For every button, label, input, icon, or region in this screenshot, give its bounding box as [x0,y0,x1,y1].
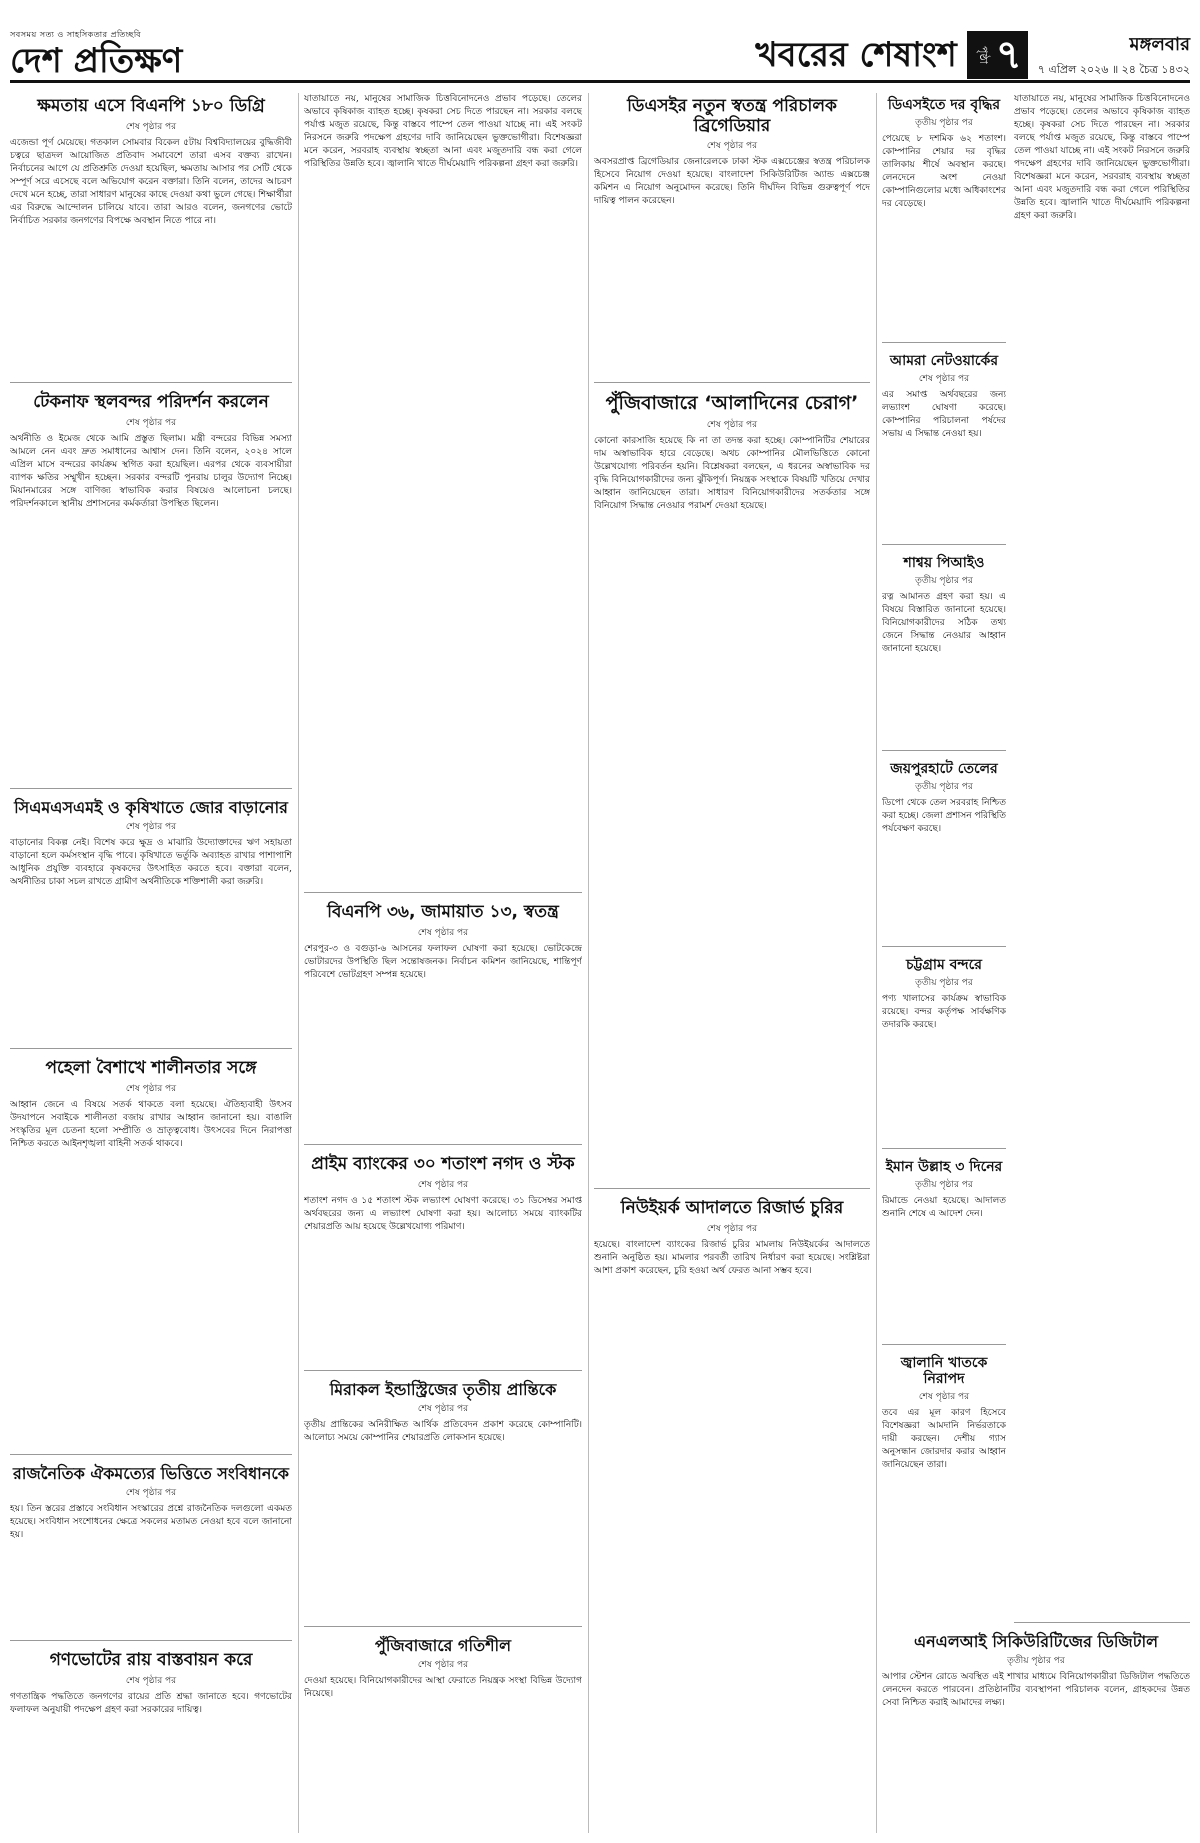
publication-date: ৭ এপ্রিল ২০২৬ ॥ ২৪ চৈত্র ১৪৩২ [1037,63,1190,76]
article-amra-network [882,349,1006,545]
headline: পহেলা বৈশাখে শালীনতার সঙ্গে [45,1058,257,1078]
article-body: ডিপো থেকে তেল সরবরাহ নিশ্চিত করা হচ্ছে। জেলা প্রশাসন পরিস্থিতি পর্যবেক্ষণ করছে। [882,798,1006,835]
headline: আমরা নেটওয়ার্কের [889,353,999,369]
publication-day: মঙ্গলবার [1129,34,1190,55]
continuation-note: তৃতীয় পৃষ্ঠার পর [915,576,973,587]
article-body: যাতায়াতে নয়, মানুষের সামাজিক চিত্তবিনোদনেও প্রভাব পড়েছে। তেলের অভাবে কৃষিকাজ ব্যাহত হচ্ছে। কৃষকরা সেচ দিতে পারছেন না। সরকার বলছে পর্যাপ্ত মজুত রয়েছে, কিন্তু বাস্তবে পাম্পে তেল পাওয়া যাচ্ছে না। এই সংকট নিরসনে জরুরি পদক্ষেপ গ্রহণের দাবি জানিয়েছেন ভুক্তভোগীরা। বিশেষজ্ঞরা মনে করেন, সরবরাহ ব্যবস্থায় স্বচ্ছতা আনা এবং মজুতদারি বন্ধ করা গেলে পরিস্থিতির উন্নতি হবে। জ্বালানি খাতে দীর্ঘমেয়াদি পরিকল্পনা গ্রহণ করা জরুরি। [1014,94,1190,221]
headline: ক্ষমতায় এসে বিএনপি ১৮০ ডিগ্রি [37,96,265,116]
headline: গণভোটের রায় বাস্তবায়ন করে [49,1650,253,1670]
article-body: অবসরপ্রাপ্ত ব্রিগেডিয়ার জেনারেলকে ঢাকা স্টক এক্সচেঞ্জের স্বতন্ত্র পরিচালক হিসেবে নিয়োগ দেওয়া হয়েছে। বাংলাদেশ সিকিউরিটিজ অ্যান্ড এক্সচেঞ্জ কমিশন এ নিয়োগ অনুমোদন করেছে। তিনি দীর্ঘদিন বিভিন্ন গুরুত্বপূর্ণ পদে দায়িত্ব পালন করেছেন। [594,157,870,207]
headline: ডিএসইতে দর বৃদ্ধির [887,97,1001,113]
continuation-note: তৃতীয় পৃষ্ঠার পর [915,782,973,793]
article-cmsme-agriculture [10,795,292,1049]
article-shashwoy-ipo [882,551,1006,751]
continuation-note: শেষ পৃষ্ঠার পর [417,1404,469,1415]
article-body: রত্ন আমানত গ্রহণ করা হয়। এ বিষয়ে বিস্তারিত জানানো হয়েছে। বিনিয়োগকারীদের সঠিক তথ্য জেনে সিদ্ধান্ত নেওয়ার আহ্বান জানানো হয়েছে। [882,592,1006,655]
section-title: খবরের শেষাংশ [755,35,957,75]
page-label: পৃষ্ঠা [976,46,990,64]
continuation-note: শেষ পৃষ্ঠার পর [125,1488,177,1499]
headline: চট্টগ্রাম বন্দরে [906,957,982,973]
article-dse-director [594,93,870,383]
article-fuel-crisis-continuation [1014,93,1190,1623]
headline: সিএমএসএমই ও কৃষিখাতে জোর বাড়ানোর [14,798,288,817]
article-nli-securities [882,1629,1190,1833]
continuation-note: শেষ পৃষ্ঠার পর [918,1392,970,1403]
article-body: বাড়ানোর বিকল্প নেই। বিশেষ করে ক্ষুদ্র ও মাঝারি উদ্যোক্তাদের ঋণ সহায়তা বাড়ানো হলে কর্মসংস্থান বৃদ্ধি পাবে। কৃষিখাতে ভর্তুকি অব্যাহত রাখার পাশাপাশি আধুনিক প্রযুক্তি ব্যবহারে কৃষকদের উৎসাহিত করতে হবে। বক্তারা বলেন, অর্থনীতির চাকা সচল রাখতে গ্রামীণ অর্থনীতিকে শক্তিশালী করা জরুরি। [10,838,292,888]
article-body: শতাংশ নগদ ও ১৫ শতাংশ স্টক লভ্যাংশ ঘোষণা করেছে। ৩১ ডিসেম্বর সমাপ্ত অর্থবছরের জন্য এ লভ্যাংশ ঘোষণা করা হয়। আলোচ্য সময়ে ব্যাংকটির শেয়ারপ্রতি আয় হয়েছে উল্লেখযোগ্য পরিমাণ। [304,1195,582,1232]
headline: নিউইয়র্ক আদালতে রিজার্ভ চুরির [620,1198,844,1218]
article-pohela-boishakh [10,1055,292,1455]
article-column2-continuation [304,93,582,893]
paper-name: দেশ প্রতিক্ষণ [10,41,183,81]
headline: প্রাইম ব্যাংকের ৩০ শতাংশ নগদ ও স্টক [311,1154,575,1174]
article-body: দেওয়া হয়েছে। বিনিয়োগকারীদের আস্থা ফেরাতে নিয়ন্ত্রক সংস্থা বিভিন্ন উদ্যোগ নিয়েছে। [304,1676,582,1700]
article-bnp-180 [10,93,292,383]
paper-tagline: সবসময় সত্য ও সাহসিকতার প্রতিচ্ছবি [10,30,142,39]
article-constitution-consensus [10,1461,292,1641]
headline: জয়পুরহাটে তেলের [890,761,998,777]
headline: জ্বালানি খাতকে নিরাপদ [900,1355,988,1388]
article-joypurhat-oil [882,757,1006,947]
continuation-note: তৃতীয় পৃষ্ঠার পর [1007,1656,1065,1667]
article-chattogram-port [882,953,1006,1149]
page-number: ৭ [995,32,1022,78]
article-body: আহ্বান জেনে এ বিষয়ে সতর্ক থাকতে বলা হয়েছে। ঐতিহ্যবাহী উৎসব উদযাপনে সবাইকে শালীনতা বজায় রাখার আহ্বান জানানো হয়। বাঙালি সংস্কৃতির মূল চেতনা হলো সম্প্রীতি ও ভ্রাতৃত্ববোধ। উৎসবের দিনে নিরাপত্তা নিশ্চিত করতে আইনশৃঙ্খলা বাহিনী সতর্ক থাকবে। [10,1099,292,1149]
article-body: তবে এর মূল কারণ হিসেবে বিশেষজ্ঞরা আমদানি নির্ভরতাকে দায়ী করছেন। দেশীয় গ্যাস অনুসন্ধান জোরদার করার আহ্বান জানিয়েছেন তারা। [882,1408,1006,1471]
headline: বিএনপি ৩৬, জামায়াত ১৩, স্বতন্ত্র [327,902,559,922]
column-rule [876,93,877,1833]
headline: পুঁজিবাজারে ‘আলাদিনের চেরাগ’ [605,392,859,414]
article-prime-bank-dividend [304,1151,582,1371]
date-block [1038,30,1190,80]
headline: ডিএসইর নতুন স্বতন্ত্র পরিচালক ব্রিগেডিয়ার [627,96,837,136]
article-iman-ullah-remand [882,1155,1006,1345]
article-body: এর সমাপ্ত অর্থবছরের জন্য লভ্যাংশ ঘোষণা করেছে। কোম্পানির পরিচালনা পর্ষদের সভায় এ সিদ্ধান্ত নেওয়া হয়। [882,390,1006,440]
article-miracle-industries [304,1377,582,1627]
headline: মিরাকল ইন্ডাস্ট্রিজের তৃতীয় প্রান্তিকে [329,1380,557,1399]
article-aladdin-lamp [594,389,870,1189]
continuation-note: শেষ পৃষ্ঠার পর [918,374,970,385]
article-body: পেয়েছে ৮ দশমিক ৬২ শতাংশ। কোম্পানির শেয়ার দর বৃদ্ধির তালিকায় শীর্ষে অবস্থান করছে। লেনদেনে অংশ নেওয়া কোম্পানিগুলোর মধ্যে অধিকাংশের দর বেড়েছে। [882,134,1006,210]
paper-logo [10,29,182,80]
article-body: হয়। তিন স্তরের প্রস্তাবে সংবিধান সংস্কারের প্রশ্নে রাজনৈতিক দলগুলো একমত হয়েছে। সংবিধান সংশোধনের ক্ষেত্রে সকলের মতামত নেওয়া হবে বলে জানানো হয়। [10,1504,292,1541]
article-body: শেরপুর-৩ ও বগুড়া-৬ আসনের ফলাফল ঘোষণা করা হয়েছে। ভোটকেন্দ্রে ভোটারদের উপস্থিতি ছিল সন্তোষজনক। নির্বাচন কমিশন জানিয়েছে, শান্তিপূর্ণ পরিবেশে ভোটগ্রহণ সম্পন্ন হয়েছে। [304,943,582,980]
continuation-note: শেষ পৃষ্ঠার পর [125,121,177,132]
article-body: কোনো কারসাজি হয়েছে কি না তা তদন্ত করা হচ্ছে। কোম্পানিটির শেয়ারের দাম অস্বাভাবিক হারে বেড়েছে। অথচ কোম্পানির মৌলভিত্তিতে কোনো উল্লেখযোগ্য পরিবর্তন হয়নি। বিশ্লেষকরা বলছেন, এ ধরনের অস্বাভাবিক দর বৃদ্ধি বিনিয়োগকারীদের জন্য ঝুঁকিপূর্ণ। নিয়ন্ত্রক সংস্থাকে বিষয়টি খতিয়ে দেখার আহ্বান জানিয়েছেন তারা। সাধারণ বিনিয়োগকারীদের সতর্কতার সঙ্গে বিনিয়োগ সিদ্ধান্ত নেওয়ার পরামর্শ দেওয়া হয়েছে। [594,435,870,511]
article-new-york-reserve-theft [594,1195,870,1833]
column-rule [298,93,299,1833]
continuation-note: শেষ পৃষ্ঠার পর [417,1660,469,1671]
articles-grid [10,93,1190,1833]
continuation-note: তৃতীয় পৃষ্ঠার পর [915,118,973,129]
article-body: তৃতীয় প্রান্তিকের অনিরীক্ষিত আর্থিক প্রতিবেদন প্রকাশ করেছে কোম্পানিটি। আলোচ্য সময়ে কোম্পানির শেয়ারপ্রতি লোকসান হয়েছে। [304,1420,582,1444]
article-dse-price-rise [882,93,1006,343]
section-header [755,30,1190,80]
article-body: হয়েছে। বাংলাদেশ ব্যাংকের রিজার্ভ চুরির মামলায় নিউইয়র্কের আদালতে শুনানি অনুষ্ঠিত হয়। মামলার পরবর্তী তারিখ নির্ধারণ করা হয়েছে। সংশ্লিষ্টরা আশা প্রকাশ করেছেন, চুরি হওয়া অর্থ ফেরত আনা সম্ভব হবে। [594,1239,870,1276]
headline: ইমান উল্লাহ ৩ দিনের [885,1159,1003,1175]
continuation-note: শেষ পৃষ্ঠার পর [125,822,177,833]
article-referendum [10,1647,292,1833]
page-number-box [967,31,1028,79]
article-body: যাতায়াতে নয়, মানুষের সামাজিক চিত্তবিনোদনেও প্রভাব পড়েছে। তেলের অভাবে কৃষিকাজ ব্যাহত হচ্ছে। কৃষকরা সেচ দিতে পারছেন না। সরকার বলছে পর্যাপ্ত মজুত রয়েছে, কিন্তু বাস্তবে পাম্পে তেল পাওয়া যাচ্ছে না। এই সংকট নিরসনে জরুরি পদক্ষেপ গ্রহণের দাবি জানিয়েছেন ভুক্তভোগীরা। বিশেষজ্ঞরা মনে করেন, সরবরাহ ব্যবস্থায় স্বচ্ছতা আনা এবং মজুতদারি বন্ধ করা গেলে পরিস্থিতির উন্নতি হবে। জ্বালানি খাতে দীর্ঘমেয়াদি পরিকল্পনা গ্রহণ করা জরুরি। [304,94,582,169]
article-bnp-36-jamaat-13 [304,899,582,1145]
continuation-note: তৃতীয় পৃষ্ঠার পর [915,978,973,989]
article-body: আপার স্টেশন রোডে অবস্থিত এই শাখার মাধ্যমে বিনিয়োগকারীরা ডিজিটাল পদ্ধতিতে লেনদেন করতে পারবেন। প্রতিষ্ঠানটির ব্যবস্থাপনা পরিচালক বলেন, গ্রাহকদের উন্নত সেবা নিশ্চিত করাই আমাদের লক্ষ্য। [882,1672,1190,1709]
headline: শাশ্বয় পিআইও [903,555,985,571]
masthead [10,8,1190,83]
continuation-note: শেষ পৃষ্ঠার পর [125,417,177,428]
continuation-note: শেষ পৃষ্ঠার পর [706,419,758,430]
column-rule [588,93,589,1833]
continuation-note: শেষ পৃষ্ঠার পর [125,1083,177,1094]
continuation-note: শেষ পৃষ্ঠার পর [417,1179,469,1190]
continuation-note: শেষ পৃষ্ঠার পর [417,927,469,938]
article-body: এজেন্ডা পূর্ণ মেয়েছে। গতকাল সোমবার বিকেল ৫টায় বিশ্ববিদ্যালয়ের বুদ্ধিজীবী চত্বরে ছাত্রদল আয়োজিত প্রতিবাদ সমাবেশে তারা এসব বক্তব্য রাখেন। নির্বাচনের আগে যে প্রতিশ্রুতি দেওয়া হয়েছিল, ক্ষমতায় আসার পর সেটি থেকে সম্পূর্ণ সরে এসেছে বলে অভিযোগ করেন বক্তারা। তিনি বলেন, তাদের আচরণ দেখে মনে হচ্ছে, তারা সাধারণ মানুষের কাছে দেওয়া কথা ভুলে গেছে। শিক্ষার্থীরা এর বিরুদ্ধে আন্দোলন চালিয়ে যাবে। তারা আরও বলেন, জনগণের ভোটে নির্বাচিত সরকার জনগণের বিপক্ষে অবস্থান নিতে পারে না। [10,137,292,226]
continuation-note: তৃতীয় পৃষ্ঠার পর [915,1180,973,1191]
continuation-note: শেষ পৃষ্ঠার পর [706,141,758,152]
headline: টেকনাফ স্থলবন্দর পরিদর্শন করলেন [33,392,269,412]
headline: রাজনৈতিক ঐকমত্যের ভিত্তিতে সংবিধানকে [13,1464,289,1483]
article-body: অর্থনীতি ও ইমেজ থেকে আমি প্রস্তুত ছিলাম। মন্ত্রী বন্দরের বিভিন্ন সমস্যা আমলে নেন এবং দ্রুত সমাধানের আশ্বাস দেন। তিনি বলেন, ২০২৪ সালে এপ্রিল মাসে বন্দরের কার্যক্রম স্থগিত করা হয়েছিল। এরপর থেকে ব্যবসায়ীরা ব্যাপক ক্ষতির সম্মুখীন হচ্ছেন। সরকার বন্দরটি পুনরায় চালুর উদ্যোগ নিচ্ছে। মিয়ানমারের সঙ্গে বাণিজ্য স্বাভাবিক করার বিষয়েও আলোচনা চলছে। পরিদর্শনকালে স্থানীয় প্রশাসনের কর্মকর্তারা উপস্থিত ছিলেন। [10,433,292,509]
continuation-note: শেষ পৃষ্ঠার পর [706,1223,758,1234]
article-stock-market-dynamic [304,1633,582,1833]
headline: এনএলআই সিকিউরিটিজের ডিজিটাল [913,1632,1159,1651]
article-body: গণতান্ত্রিক পদ্ধতিতে জনগণের রায়ের প্রতি শ্রদ্ধা জানাতে হবে। গণভোটের ফলাফল অনুযায়ী পদক্ষেপ গ্রহণ করা সরকারের দায়িত্ব। [10,1691,292,1715]
article-body: রিমান্ডে নেওয়া হয়েছে। আদালত শুনানি শেষে এ আদেশ দেন। [882,1196,1006,1220]
article-body: পণ্য খালাসের কার্যক্রম স্বাভাবিক রয়েছে। বন্দর কর্তৃপক্ষ সার্বক্ষণিক তদারকি করছে। [882,994,1006,1031]
continuation-note: শেষ পৃষ্ঠার পর [125,1675,177,1686]
article-teknaf-port [10,389,292,789]
headline: পুঁজিবাজারে গতিশীল [374,1636,512,1655]
